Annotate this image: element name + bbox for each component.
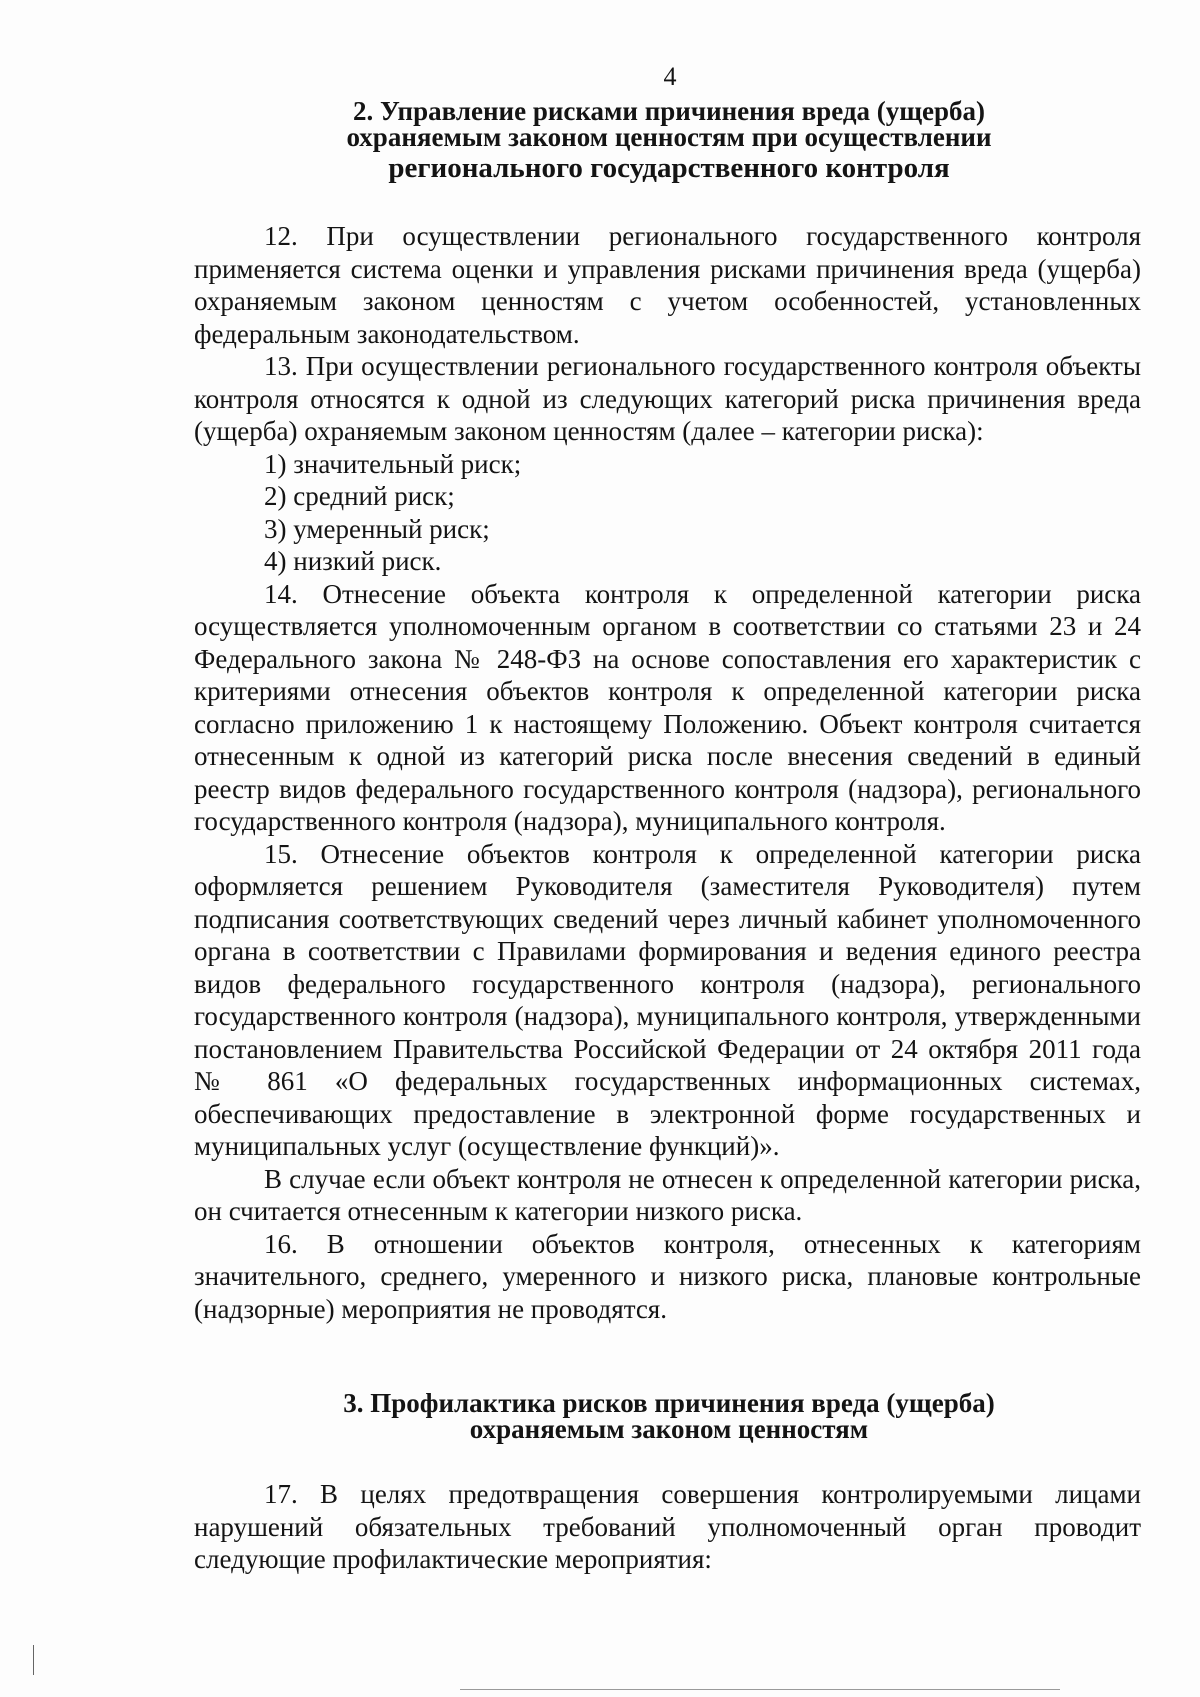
paragraph-12: 12. При осуществлении регионального государственного контроля применяется система оценки и управления рисками причинения вреда (ущерба) охраняемым законом ценностям с учетом особенностей, установленных федеральным законодательством.: [194, 221, 1141, 349]
section-2-body: [194, 220, 1141, 1325]
risk-list-item-4: 4) низкий риск.: [264, 546, 442, 576]
paragraph-15-note: В случае если объект контроля не отнесен к определенной категории риска, он считается отнесенным к категории низкого риска.: [194, 1163, 1141, 1226]
section-3-heading: [194, 1390, 1144, 1442]
scan-edge-line-bottom: [460, 1689, 1060, 1690]
section-3-heading-line-2: охраняемым законом ценностям: [469, 1414, 869, 1444]
risk-list-item-1: 1) значительный риск;: [264, 448, 522, 479]
paragraph-16: 16. В отношении объектов контроля, отнесенных к категориям значительного, среднего, умеренного и низкого риска, плановые контрольные (надзорные) мероприятия не проводятся.: [194, 1228, 1141, 1324]
page-number: 4: [663, 62, 677, 91]
paragraph-17: 17. В целях предотвращения совершения контролируемыми лицами нарушений обязательных требований уполномоченный орган проводит следующие профилактические мероприятия:: [194, 1479, 1141, 1574]
section-3-body: [194, 1478, 1141, 1576]
paragraph-13: 13. При осуществлении регионального государственного контроля объекты контроля относятся к одной из следующих категорий риска причинения вреда (ущерба) охраняемым законом ценностям (далее – категории риска):: [194, 351, 1141, 446]
section-2-heading: [194, 98, 1144, 186]
section-2-heading-line-1: 2. Управление рисками причинения вреда (ущерба): [352, 96, 986, 126]
section-3-heading-line-1: 3. Профилактика рисков причинения вреда (ущерба): [343, 1388, 995, 1418]
risk-list-item-3: 3) умеренный риск;: [264, 513, 490, 544]
paragraph-15: 15. Отнесение объектов контроля к определенной категории риска оформляется решением Руководителя (заместителя Руководителя) путем подписания соответствующих сведений через личный кабинет уполномоченного органа в соответствии с Правилами формирования и ведения единого реестра видов федерального государственного контроля (надзора), регионального государственного контроля (надзора), муниципального контроля, утвержденными постановлением Правительства Российской Федерации от 24 октября 2011 года № 861 «О федеральных государственных информационных системах, обеспечивающих предоставление в электронной форме государственных и муниципальных услуг (осуществление функций)».: [194, 838, 1141, 1161]
scan-edge-line-left: [33, 1645, 34, 1675]
section-2-heading-line-3: регионального государственного контроля: [388, 152, 950, 184]
section-2-heading-line-2: охраняемым законом ценностям при осуществлении: [346, 122, 992, 152]
paragraph-14: 14. Отнесение объекта контроля к определенной категории риска осуществляется уполномоченным органом в соответствии со статьями 23 и 24 Федерального закона № 248-ФЗ на основе сопоставления его характеристик с критериями отнесения объектов контроля к определенной категории риска согласно приложению 1 к настоящему Положению. Объект контроля считается отнесенным к одной из категорий риска после внесения сведений в единый реестр видов федерального государственного контроля (надзора), регионального государственного контроля (надзора), муниципального контроля.: [194, 578, 1141, 836]
risk-list-item-2: 2) средний риск;: [264, 481, 455, 511]
